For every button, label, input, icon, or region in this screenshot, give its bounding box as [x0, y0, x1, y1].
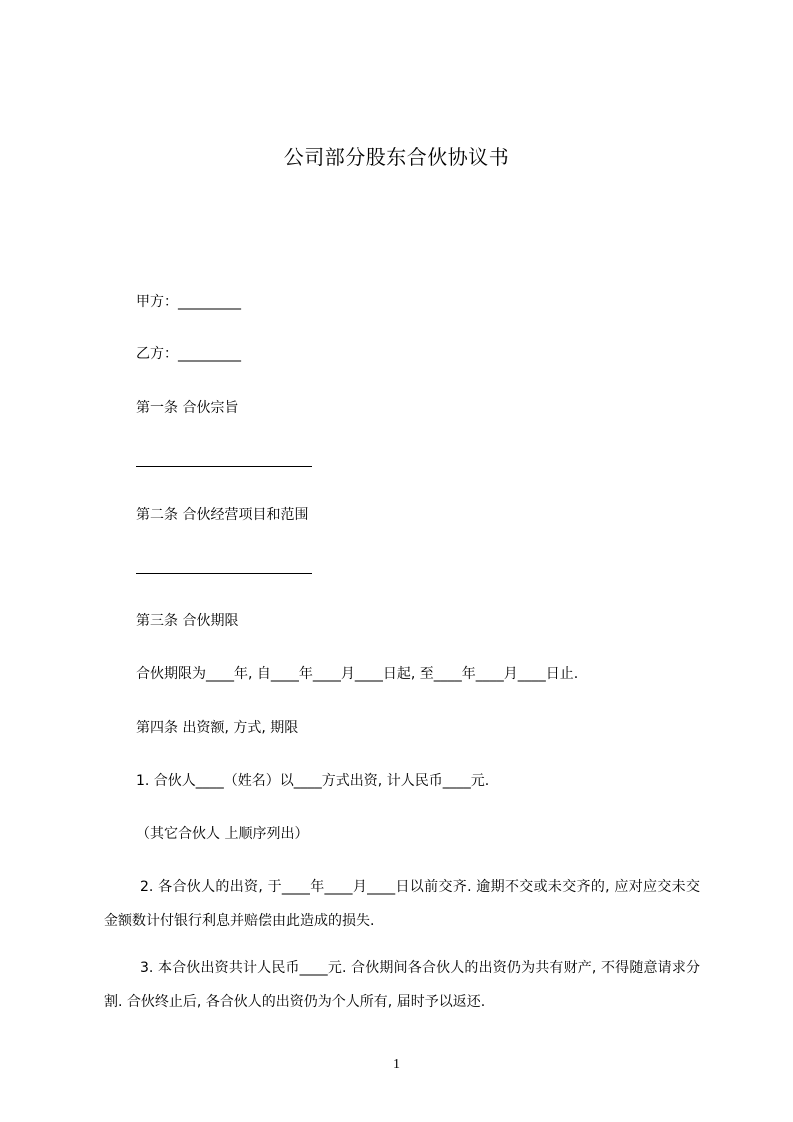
- article-2-heading: 第二条 合伙经营项目和范围: [136, 507, 309, 523]
- article-4-item-3: 3. 本合伙出资共计人民币____元. 合伙期间各合伙人的出资仍为共有财产, 不得随意请求分割. 合伙终止后, 各合伙人的出资仍为个人所有, 届时予以返还.: [104, 960, 700, 1010]
- article-4-item-1: 1. 合伙人____（姓名）以____方式出资, 计人民币____元.: [136, 773, 490, 789]
- article-4-item-2: 2. 各合伙人的出资, 于____年____月____日以前交齐. 逾期不交或未交齐的, 应对应交未交金额数计付银行利息并赔偿由此造成的损失.: [104, 879, 700, 929]
- article-4-heading: 第四条 出资额, 方式, 期限: [136, 720, 299, 736]
- document-title: 公司部分股东合伙协议书: [283, 145, 510, 169]
- party-a-line: 甲方：_________: [136, 294, 241, 310]
- article-2-blank-line: [136, 573, 312, 574]
- article-3-text: 合伙期限为____年, 自____年____月____日起, 至____年____月____日止.: [136, 666, 579, 682]
- article-4-item-1-note: （其它合伙人 上顺序列出）: [136, 826, 309, 842]
- article-3-heading: 第三条 合伙期限: [136, 613, 239, 629]
- article-1-heading: 第一条 合伙宗旨: [136, 400, 239, 416]
- article-1-blank-line: [136, 466, 312, 467]
- party-b-line: 乙方：_________: [136, 346, 241, 362]
- page-number: 1: [393, 1057, 400, 1072]
